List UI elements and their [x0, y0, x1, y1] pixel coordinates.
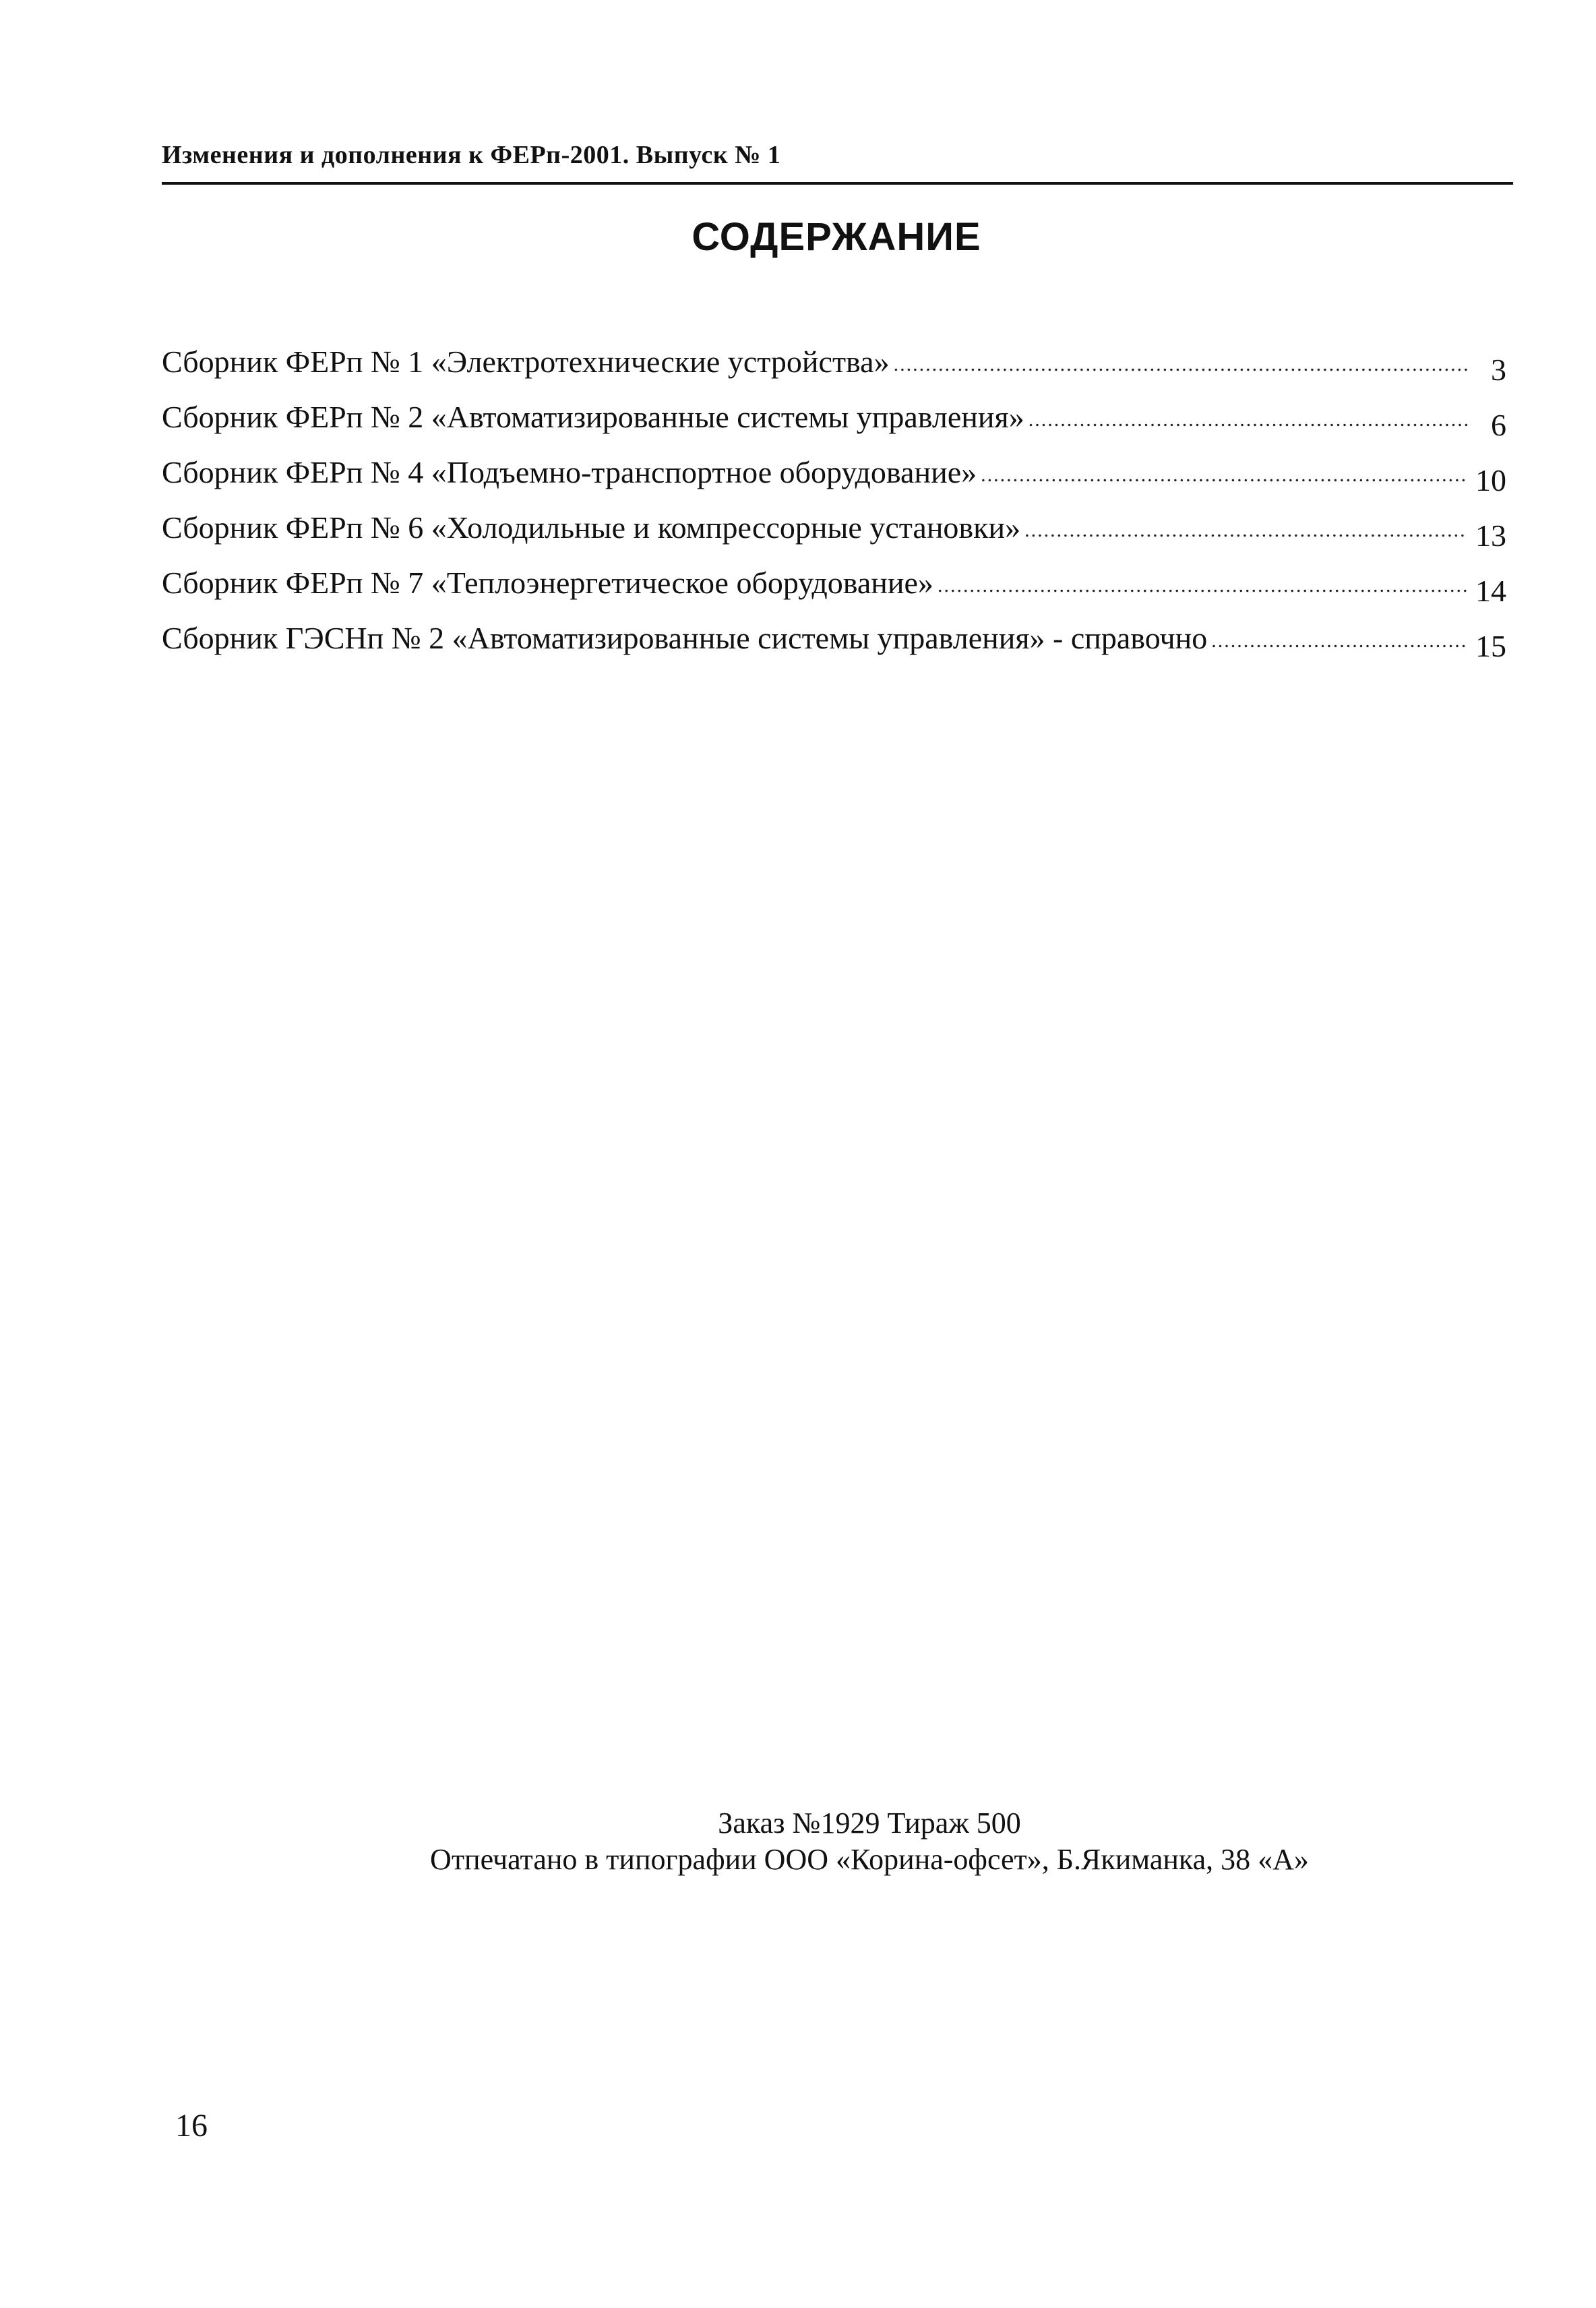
toc-entry-page: 13 — [1475, 518, 1506, 553]
toc-entry-text: Сборник ФЕРп № 4 «Подъемно-транспортное оборудование» — [162, 455, 977, 489]
toc-entry-text: Сборник ФЕРп № 1 «Электротехнические устройства» — [162, 344, 890, 379]
toc-entry-text: Сборник ФЕРп № 7 «Теплоэнергетическое оборудование» — [162, 566, 933, 600]
toc-entry-page: 10 — [1475, 463, 1506, 497]
imprint — [0, 1805, 1596, 1878]
toc-entry-page: 6 — [1491, 408, 1506, 442]
toc-entry[interactable] — [162, 543, 1506, 608]
toc-entry-text: Сборник ФЕРп № 2 «Автоматизированные системы управления» — [162, 400, 1024, 434]
page-number: 16 — [175, 2108, 208, 2144]
toc-leader-dots — [981, 465, 1467, 485]
toc-leader-dots — [1211, 631, 1467, 651]
table-of-contents — [162, 322, 1506, 663]
toc-entry-text: Сборник ФЕРп № 6 «Холодильные и компрессорные установки» — [162, 510, 1021, 545]
toc-entry[interactable] — [162, 377, 1506, 442]
toc-entry[interactable] — [162, 599, 1506, 663]
toc-title: СОДЕРЖАНИЕ — [692, 215, 981, 259]
toc-entry[interactable] — [162, 433, 1506, 497]
toc-entry-page: 14 — [1475, 574, 1506, 608]
imprint-order-line: Заказ №1929 Тираж 500 — [718, 1806, 1021, 1840]
toc-entry-page: 15 — [1475, 629, 1506, 663]
toc-entry[interactable] — [162, 488, 1506, 553]
running-header: Изменения и дополнения к ФЕРп-2001. Выпуск № 1 — [162, 141, 781, 169]
toc-entry[interactable] — [162, 322, 1506, 387]
toc-leader-dots — [1029, 410, 1467, 430]
toc-entry-page: 3 — [1491, 353, 1506, 387]
toc-entry-text: Сборник ГЭСНп № 2 «Автоматизированные системы управления» - справочно — [162, 621, 1208, 655]
toc-leader-dots — [894, 355, 1467, 375]
header-rule — [162, 182, 1513, 185]
toc-leader-dots — [1024, 520, 1467, 541]
toc-leader-dots — [938, 576, 1467, 596]
imprint-printer-line: Отпечатано в типографии ООО «Корина-офсет», Б.Якиманка, 38 «А» — [430, 1843, 1309, 1876]
